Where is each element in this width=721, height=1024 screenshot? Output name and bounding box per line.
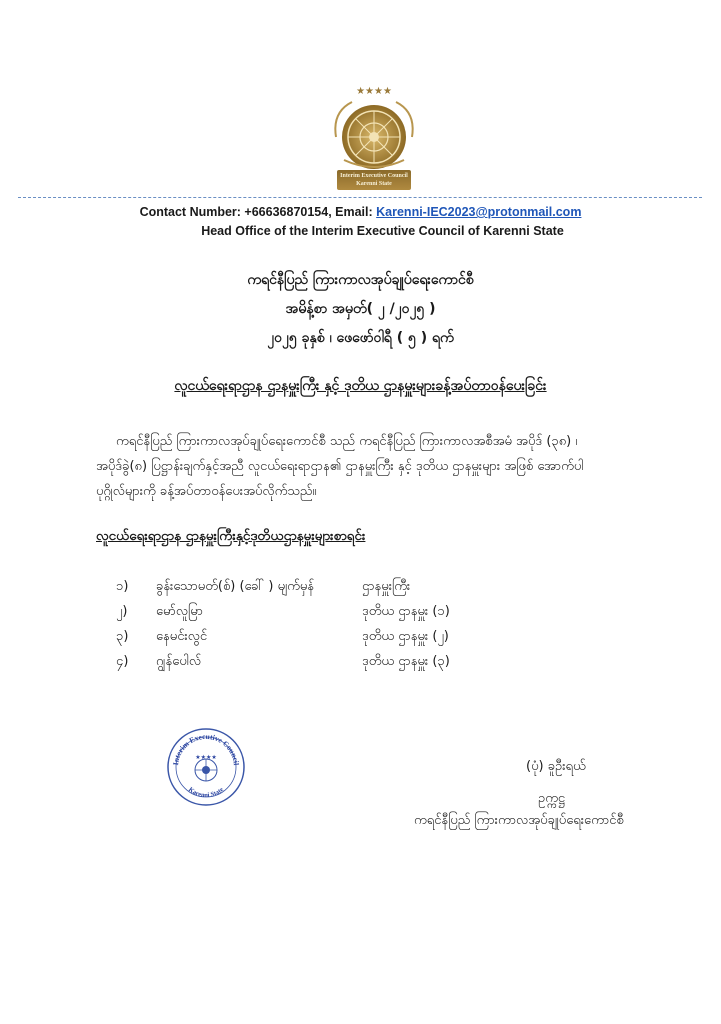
- list-item: [116, 603, 636, 628]
- item-name: မော်လူမြာ: [156, 604, 203, 619]
- logo-banner-line1: Interim Executive Council: [340, 173, 408, 179]
- svg-text:Interim Executive Council: Interim Executive Council: [171, 731, 241, 766]
- body-line-3: ပုဂ္ဂိုလ်များကို ခန့်အပ်တာဝန်ပေးအပ်လိုက်သည်။: [96, 484, 317, 499]
- signature-title: ဥက္ကဋ္ဌ: [538, 791, 565, 806]
- item-name: ဂျွန်ပေါလ်: [156, 654, 202, 669]
- item-role: ဒုတိယ ဌာနမှူး (၃): [362, 654, 450, 669]
- body-line-2: အပိုဒ်ခွဲ(၈) ပြဋ္ဌာန်းချက်နှင့်အညီ လူငယ်ရေးရာဌာန၏ ဌာနမှူးကြီး နှင့် ဒုတိယ ဌာနမှူးများ အဖြစ် အောက်ပါ: [96, 459, 584, 474]
- item-role: ဌာနမှူးကြီး: [362, 579, 411, 594]
- head-office: Head Office of the Interim Executive Council of Karenni State: [201, 224, 564, 238]
- signature-name: (ပုံ) ခူဦးရယ်: [526, 759, 586, 774]
- item-name: နေမင်းလွင်: [156, 629, 208, 644]
- header-divider: [18, 197, 702, 198]
- title-line-3: ၂၀၂၅ ခုနှစ် ၊ ဖေဖော်ဝါရီ ( ၅ ) ရက်: [267, 330, 454, 346]
- list-item: [116, 653, 636, 678]
- signature-org: ကရင်နီပြည် ကြားကာလအုပ်ချုပ်ရေးကောင်စီ: [414, 813, 624, 828]
- official-seal-icon: [166, 727, 246, 807]
- contact-label: Contact Number: +66636870154, Email:: [139, 205, 377, 219]
- title-line-2: အမိန့်စာ အမှတ်( ၂ /၂၀၂၅ ): [285, 301, 436, 317]
- item-role: ဒုတိယ ဌာနမှူး (၂): [362, 629, 449, 644]
- item-number: ၃): [116, 629, 129, 644]
- title-line-1: ကရင်နီပြည် ကြားကာလအုပ်ချုပ်ရေးကောင်စီ: [247, 272, 474, 288]
- body-paragraph: [96, 429, 656, 504]
- order-subject: လူငယ်ရေးရာဌာန ဌာနမှူးကြီး နှင့် ဒုတိယ ဌာနမှူးများခန့်အပ်တာဝန်ပေးခြင်း: [174, 378, 547, 394]
- contact-line: [0, 205, 721, 219]
- email-link[interactable]: Karenni-IEC2023@protonmail.com: [376, 205, 582, 219]
- svg-text:★★★★: ★★★★: [195, 754, 217, 761]
- logo-banner: [337, 170, 411, 190]
- item-name: ခွန်းသောမတ်(စ်) (ခေါ် ) မျက်မှန်: [156, 579, 314, 594]
- list-item: [116, 578, 636, 603]
- order-title: [0, 266, 721, 353]
- logo-banner-line2: Karenni State: [356, 181, 392, 187]
- body-line-1: ကရင်နီပြည် ကြားကာလအုပ်ချုပ်ရေးကောင်စီ သည် ကရင်နီပြည် ကြားကာလအစီအမံ အပိုဒ် (၃၈) ၊: [116, 434, 578, 449]
- list-heading: လူငယ်ရေးရာဌာန ဌာနမှူးကြီးနှင့်ဒုတိယဌာနမှူးများစာရင်း: [96, 528, 366, 544]
- svg-text:Karenni State: Karenni State: [187, 786, 226, 800]
- item-number: ၁): [116, 579, 129, 594]
- svg-text:★★★★: ★★★★: [356, 86, 392, 97]
- appointment-list: [116, 578, 636, 678]
- item-number: ၂): [116, 604, 128, 619]
- item-role: ဒုတိယ ဌာနမှူး (၁): [362, 604, 450, 619]
- list-item: [116, 628, 636, 653]
- item-number: ၄): [116, 654, 129, 669]
